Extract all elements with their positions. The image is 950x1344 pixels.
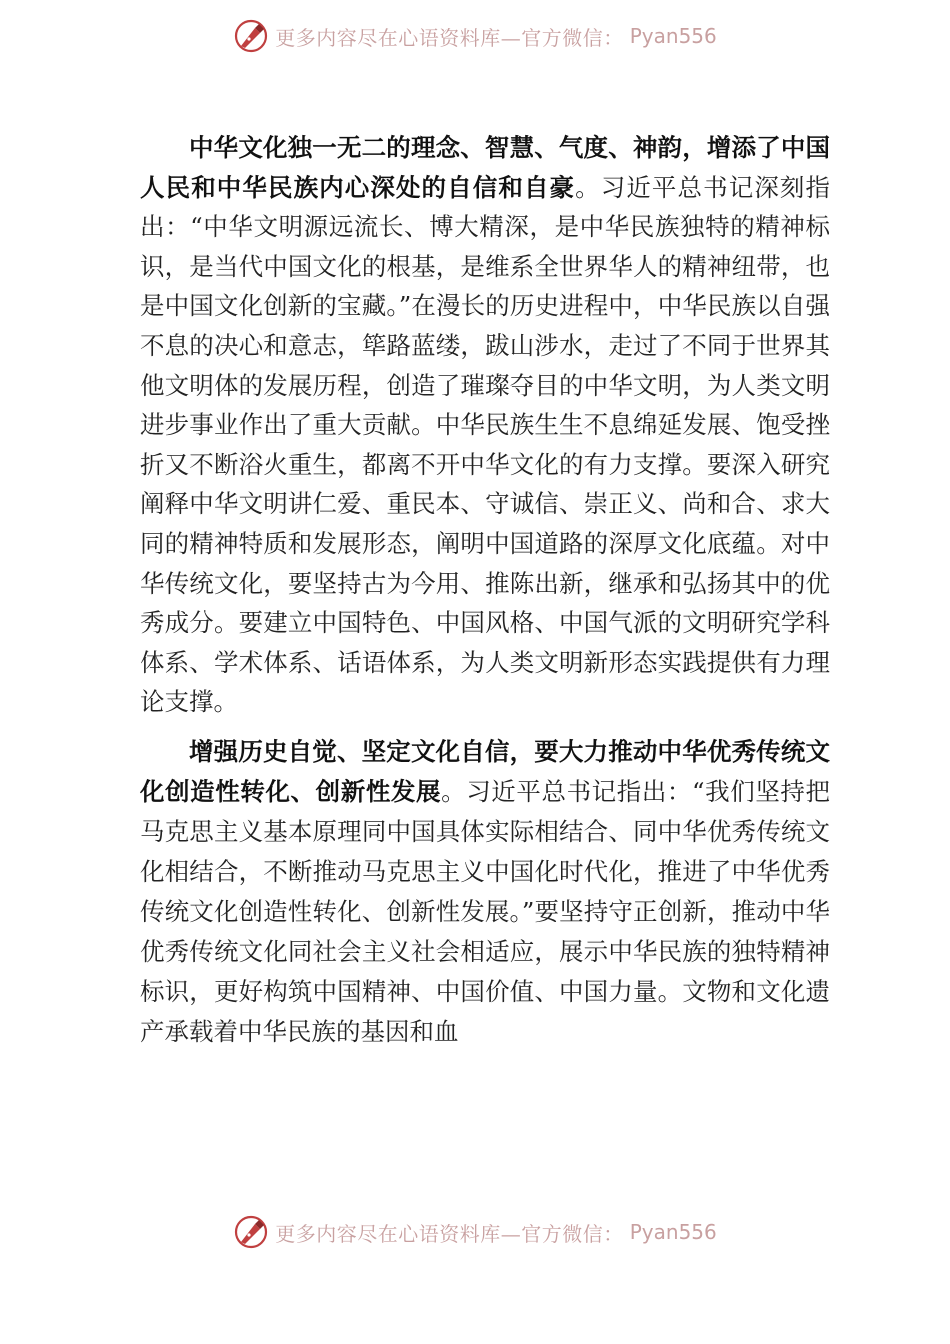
paragraph-1-bold-lead: 中华文化独一无二的理念、智慧、气度、神韵，增添了中国人民和中华民族内心深处的自信和自豪 bbox=[140, 133, 830, 202]
footer-banner bbox=[0, 1212, 950, 1252]
header-banner-text: 更多内容尽在心语资料库—官方微信： bbox=[275, 25, 624, 50]
paragraph-1-body: 。习近平总书记深刻指出：“中华文明源远流长、博大精深，是中华民族独特的精神标识，是当代中国文化的根基，是维系全世界华人的精神纽带，也是中国文化创新的宝藏。”在漫长的历史进程中，中华民族以自强不息的决心和意志，筚路蓝缕，跋山涉水，走过了不同于世界其他文明体的发展历程，创造了璀璨夺目的中华文明，为人类文明进步事业作出了重大贡献。中华民族生生不息绵延发展、饱受挫折又不断浴火重生，都离不开中华文化的有力支撑。要深入研究阐释中华文明讲仁爱、重民本、守诚信、崇正义、尚和合、求大同的精神特质和发展形态，阐明中国道路的深厚文化底蕴。对中华传统文化，要坚持古为今用、推陈出新，继承和弘扬其中的优秀成分。要建立中国特色、中国风格、中国气派的文明研究学科体系、学术体系、话语体系，为人类文明新形态实践提供有力理论支撑。 bbox=[140, 172, 831, 717]
pen-nib-logo-icon bbox=[233, 18, 269, 54]
paragraph-2 bbox=[140, 732, 830, 1052]
footer-wechat-id: Pyan556 bbox=[629, 1220, 717, 1244]
document-body bbox=[140, 128, 830, 1062]
paragraph-2-body: 。习近平总书记指出：“我们坚持把马克思主义基本原理同中国具体实际相结合、同中华优秀传统文化相结合，不断推动马克思主义中国化时代化，推进了中华优秀传统文化创造性转化、创新性发展。”要坚持守正创新，推动中华优秀传统文化同社会主义社会相适应，展示中华民族的独特精神标识，更好构筑中国精神、中国价值、中国力量。文物和文化遗产承载着中华民族的基因和血 bbox=[140, 776, 831, 1046]
pen-nib-logo-icon bbox=[233, 1214, 269, 1250]
footer-banner-text: 更多内容尽在心语资料库—官方微信： bbox=[275, 1221, 624, 1246]
header-wechat-id: Pyan556 bbox=[629, 24, 717, 48]
paragraph-2-bold-lead: 增强历史自觉、坚定文化自信，要大力推动中华优秀传统文化创造性转化、创新性发展 bbox=[140, 736, 830, 806]
paragraph-1 bbox=[140, 128, 830, 722]
header-banner bbox=[0, 16, 950, 56]
